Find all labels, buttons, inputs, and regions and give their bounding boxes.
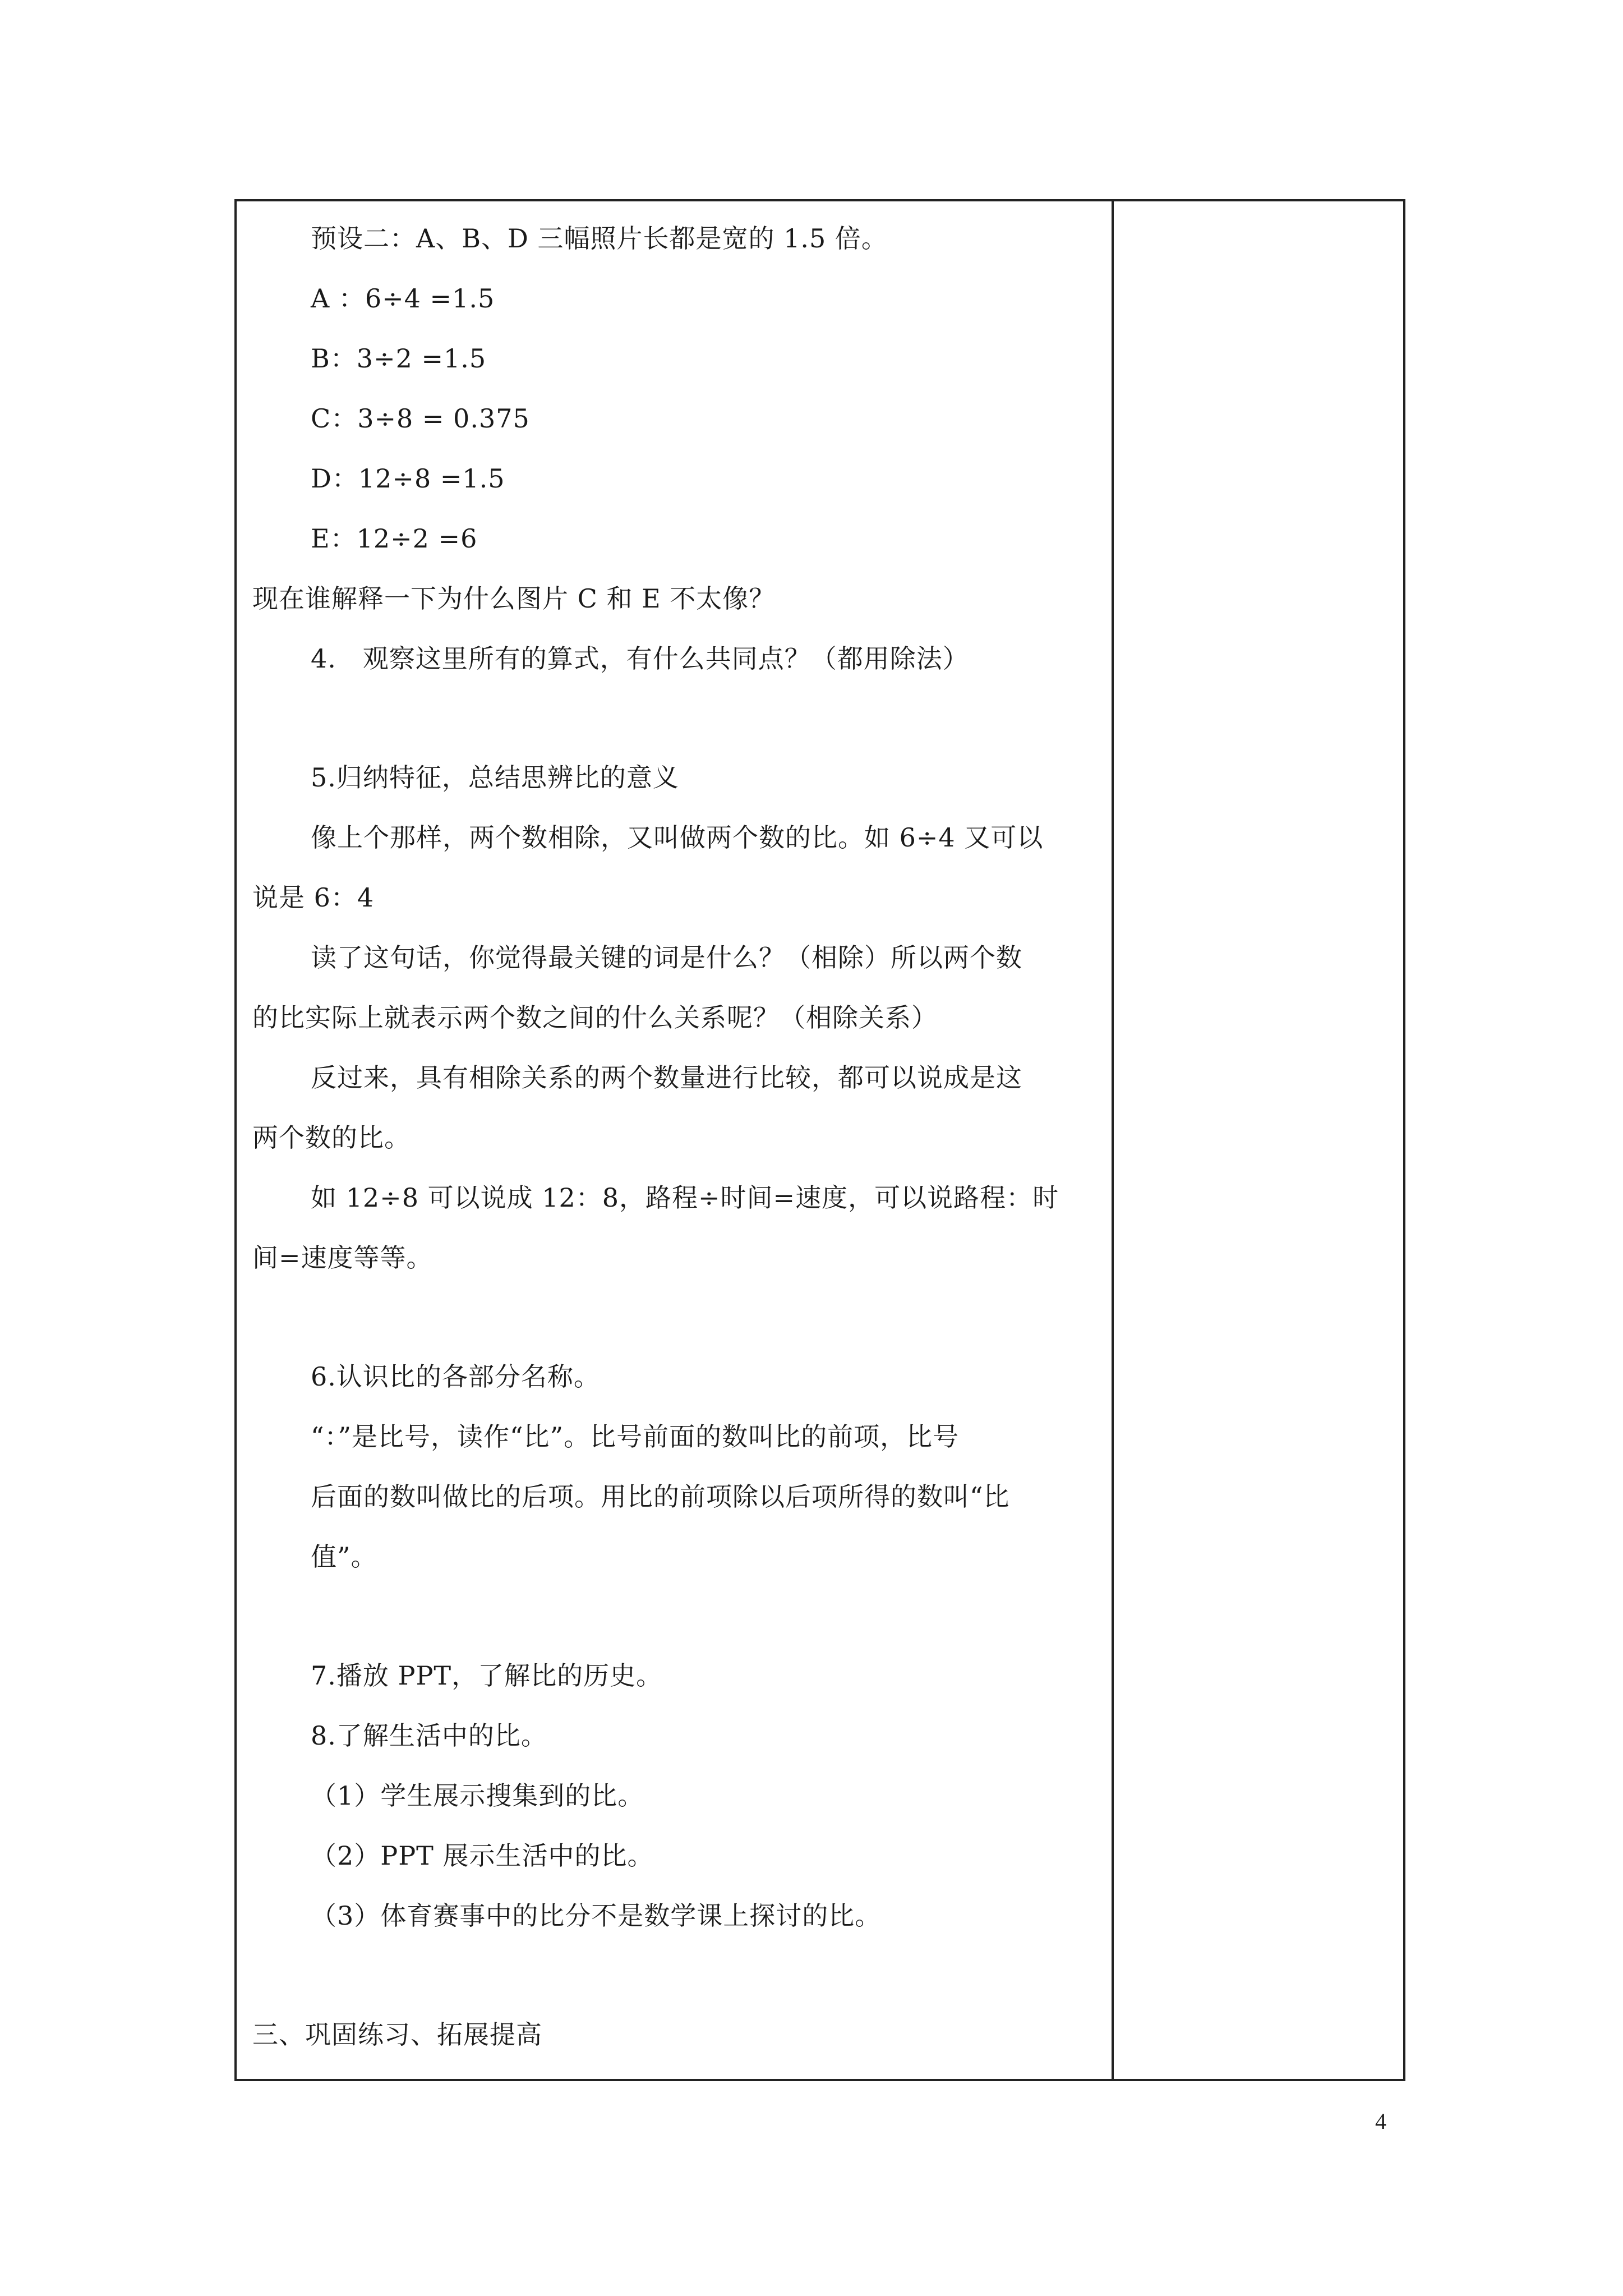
- example-line-1: 如 12÷8 可以说成 12：8，路程÷时间=速度，可以说路程：时: [311, 1182, 1059, 1213]
- page-number: 4: [1375, 2109, 1386, 2134]
- step-6-heading: 6.认识比的各部分名称。: [311, 1361, 600, 1392]
- ratio-definition-line-1: 像上个那样，两个数相除，又叫做两个数的比。如 6÷4 又可以: [311, 822, 1044, 853]
- ratio-parts-line-1: “：”是比号，读作“比”。比号前面的数叫比的前项，比号: [311, 1421, 960, 1452]
- calc-c-line: C：3÷8 = 0.375: [311, 403, 530, 434]
- step-8-item-2: （2）PPT 展示生活中的比。: [311, 1841, 654, 1871]
- lesson-content-cell: [237, 201, 1112, 2079]
- ratio-parts-line-2: 后面的数叫做比的后项。用比的前项除以后项所得的数叫“比: [311, 1481, 1010, 1512]
- step-8-heading: 8.了解生活中的比。: [311, 1720, 547, 1751]
- step-8-item-3: （3）体育赛事中的比分不是数学课上探讨的比。: [311, 1901, 882, 1931]
- notes-cell: [1114, 201, 1403, 2079]
- ratio-definition-line-2: 说是 6：4: [252, 882, 375, 913]
- calc-a-line: A ：6÷4 =1.5: [311, 283, 495, 314]
- example-line-2: 间=速度等等。: [252, 1243, 433, 1273]
- explain-question-line: 现在谁解释一下为什么图片 C 和 E 不太像？: [252, 583, 776, 614]
- ratio-parts-line-3: 值”。: [311, 1542, 377, 1572]
- calc-b-line: B：3÷2 =1.5: [311, 343, 487, 374]
- key-word-line-2: 的比实际上就表示两个数之间的什么关系呢？（相除关系）: [252, 1002, 938, 1033]
- key-word-line-1: 读了这句话，你觉得最关键的词是什么？（相除）所以两个数: [311, 942, 1022, 973]
- preset-two-line: 预设二：A、B、D 三幅照片长都是宽的 1.5 倍。: [311, 223, 888, 254]
- step-7-line: 7.播放 PPT，了解比的历史。: [311, 1660, 663, 1691]
- step-4-line: 4. 观察这里所有的算式，有什么共同点？（都用除法）: [311, 643, 969, 674]
- lesson-table: [234, 199, 1405, 2081]
- step-5-heading: 5.归纳特征，总结思辨比的意义: [311, 762, 679, 793]
- section-3-heading: 三、巩固练习、拓展提高: [252, 2019, 542, 2050]
- conversely-line-1: 反过来，具有相除关系的两个数量进行比较，都可以说成是这: [311, 1062, 1022, 1093]
- step-8-item-1: （1）学生展示搜集到的比。: [311, 1780, 644, 1811]
- conversely-line-2: 两个数的比。: [252, 1122, 411, 1153]
- calc-d-line: D：12÷8 =1.5: [311, 463, 505, 494]
- calc-e-line: E：12÷2 =6: [311, 523, 478, 554]
